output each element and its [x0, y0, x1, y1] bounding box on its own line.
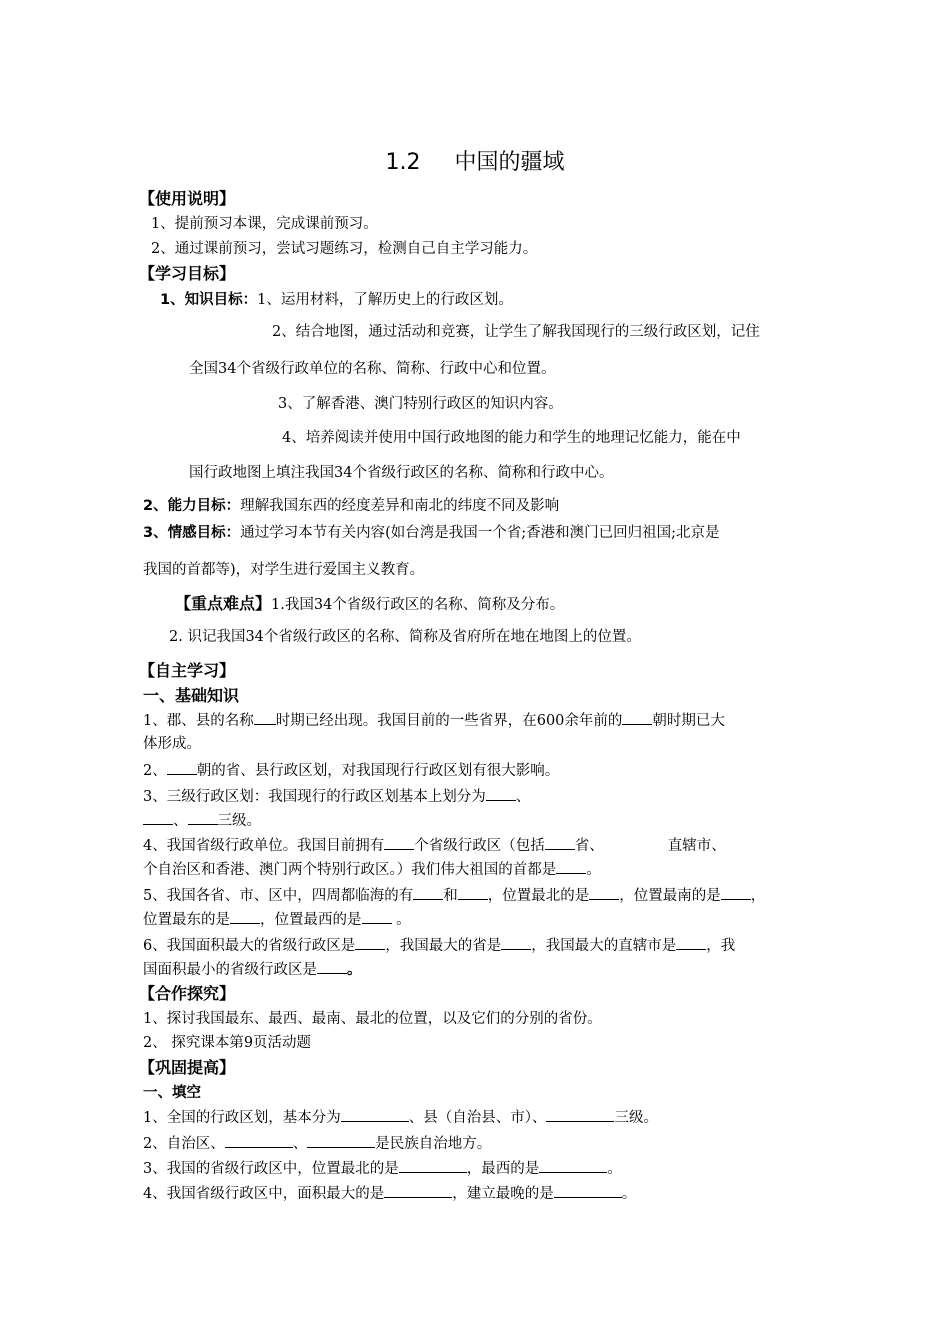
f3-text-a: 3、我国的省级行政区中，位置最北的是: [143, 1161, 399, 1177]
cooperate-item-1: 1、探讨我国最东、最西、最南、最北的位置，以及它们的分别的省份。: [143, 1011, 602, 1027]
f3-text-c: 。: [607, 1161, 622, 1177]
answer-blank[interactable]: [721, 885, 751, 900]
q6-text-c: ，我国最大的直辖市是: [531, 938, 677, 954]
emotion-goal-line-1: [143, 523, 720, 543]
page-title: [0, 148, 950, 178]
fill-question-4: [143, 1183, 636, 1204]
knowledge-goal-label: 1、知识目标：: [160, 292, 258, 308]
emotion-goal-label: 3、情感目标：: [143, 525, 241, 541]
f1-text-a: 1、全国的行政区划，基本分为: [143, 1110, 341, 1126]
q3-text-a: 3、三级行政区划：我国现行的行政区划基本上划分为: [143, 789, 486, 805]
key-point-1: 1.我国34个省级行政区的名称、简称及分布。: [271, 597, 565, 613]
title-number: 1.2: [385, 150, 421, 175]
q5-text-h: 。: [391, 912, 411, 928]
knowledge-goal-line-1: [160, 290, 513, 310]
answer-blank[interactable]: [317, 959, 347, 974]
answer-blank[interactable]: [556, 859, 586, 874]
q5-text-c: ，位置最北的是: [487, 888, 590, 904]
f4-text-b: ，建立最晚的是: [452, 1186, 554, 1202]
q6-text-e: 国面积最小的省级行政区是: [143, 962, 317, 978]
answer-blank[interactable]: [384, 835, 414, 850]
knowledge-goal-1: 1、运用材料，了解历史上的行政区划。: [257, 292, 513, 308]
usage-item-2: 2、通过课前预习，尝试习题练习，检测自己自主学习能力。: [151, 241, 538, 257]
q3-text-c: 、: [173, 813, 188, 829]
f1-text-b: 、县（自治县、市）、: [408, 1110, 547, 1126]
answer-blank[interactable]: [539, 1158, 607, 1173]
question-5-line-1: [143, 885, 765, 906]
q4-text-b: 个省级行政区（包括: [414, 838, 545, 854]
q5-text-f: 位置最东的是: [143, 912, 230, 928]
answer-blank[interactable]: [676, 935, 706, 950]
knowledge-goal-2b: 全国34个省级行政单位的名称、简称、行政中心和位置。: [189, 361, 556, 377]
objectives-heading: 【学习目标】: [139, 264, 236, 283]
cooperate-heading: 【合作探究】: [139, 984, 236, 1003]
answer-blank[interactable]: [589, 885, 619, 900]
q1-text-a: 1、郡、县的名称: [143, 713, 254, 729]
q4-text-e: 个自治区和香港、澳门两个特别行政区。）我们伟大祖国的首都是: [143, 862, 557, 878]
q6-text-f: 。: [347, 961, 362, 978]
q1-text-b: 时期已经出现。我国目前的一些省界，在600余年前的: [275, 713, 623, 729]
q6-text-d: ，我: [706, 938, 736, 954]
answer-blank[interactable]: [384, 1183, 452, 1198]
question-1-line-2: 体形成。: [143, 736, 201, 752]
q4-text-c: 省、: [574, 838, 604, 854]
q4-text-f: 。: [586, 862, 601, 878]
knowledge-goal-4a: 4、培养阅读并使用中国行政地图的能力和学生的地理记忆能力，能在中: [282, 430, 741, 446]
question-3-line-1: [143, 786, 530, 807]
f2-text-c: 是民族自治地方。: [375, 1136, 492, 1152]
fill-question-2: [143, 1133, 491, 1154]
q2-text-b: 朝的省、县行政区划，对我国现行行政区划有很大影响。: [196, 763, 560, 779]
basic-knowledge-heading: 一、基础知识: [143, 686, 240, 705]
self-study-heading: 【自主学习】: [139, 661, 236, 680]
q4-text-d: 直辖市、: [667, 838, 726, 854]
f4-text-a: 4、我国省级行政区中，面积最大的是: [143, 1186, 385, 1202]
answer-blank[interactable]: [355, 935, 385, 950]
ability-goal-label: 2、能力目标：: [143, 498, 241, 514]
key-points-heading: 【重点难点】: [175, 594, 272, 613]
q1-text-c: 朝时期已大: [652, 713, 725, 729]
answer-blank[interactable]: [486, 786, 516, 801]
q3-text-d: 三级。: [217, 813, 261, 829]
question-6-line-1: [143, 935, 735, 956]
f1-text-c: 三级。: [614, 1110, 658, 1126]
q5-text-b: 和: [443, 888, 458, 904]
fill-question-3: [143, 1158, 622, 1179]
key-points-line-1: [175, 594, 564, 615]
q6-text-b: ，我国最大的省是: [385, 938, 502, 954]
q2-text-a: 2、: [143, 763, 167, 779]
cooperate-item-2: 2、 探究课本第9页活动题: [143, 1035, 312, 1051]
answer-blank[interactable]: [546, 1107, 614, 1122]
knowledge-goal-2a: 2、结合地图，通过活动和竞赛，让学生了解我国现行的三级行政区划，记住: [272, 324, 760, 340]
fill-in-heading: 一、填空: [143, 1085, 201, 1101]
f2-text-a: 2、自治区、: [143, 1136, 225, 1152]
ability-goal-text: 理解我国东西的经度差异和南北的纬度不同及影响: [240, 498, 560, 514]
answer-blank[interactable]: [545, 835, 575, 850]
question-4-line-2: [143, 859, 601, 880]
ability-goal: [143, 496, 559, 516]
question-2: [143, 760, 559, 781]
fill-question-1: [143, 1107, 658, 1128]
q5-text-e: ，: [750, 888, 766, 904]
answer-blank[interactable]: [341, 1107, 409, 1122]
emotion-goal-text-a: 通过学习本节有关内容(如台湾是我国一个省;香港和澳门已回归祖国;北京是: [240, 525, 720, 541]
answer-blank[interactable]: [413, 885, 443, 900]
emotion-goal-line-2: 我国的首都等)，对学生进行爱国主义教育。: [143, 562, 425, 578]
answer-blank[interactable]: [307, 1133, 375, 1148]
f4-text-c: 。: [621, 1186, 637, 1202]
answer-blank[interactable]: [458, 885, 488, 900]
f3-text-b: ，最西的是: [466, 1161, 540, 1177]
answer-blank[interactable]: [143, 810, 173, 825]
q4-text-a: 4、我国省级行政单位。我国目前拥有: [143, 838, 385, 854]
q3-text-b: 、: [515, 789, 531, 805]
answer-blank[interactable]: [230, 909, 260, 924]
answer-blank[interactable]: [622, 710, 652, 725]
answer-blank[interactable]: [254, 710, 276, 725]
question-1-line-1: [143, 710, 725, 731]
q6-text-a: 6、我国面积最大的省级行政区是: [143, 938, 356, 954]
knowledge-goal-3: 3、了解香港、澳门特别行政区的知识内容。: [278, 396, 563, 412]
answer-blank[interactable]: [188, 810, 218, 825]
answer-blank[interactable]: [225, 1133, 293, 1148]
usage-item-1: 1、提前预习本课，完成课前预习。: [151, 216, 378, 232]
question-3-line-2: [143, 810, 261, 831]
consolidate-heading: 【巩固提高】: [139, 1058, 236, 1077]
q5-text-a: 5、我国各省、市、区中，四周都临海的有: [143, 888, 414, 904]
q5-text-d: ，位置最南的是: [619, 888, 721, 904]
key-point-2: 2. 识记我国34个省级行政区的名称、简称及省府所在地在地图上的位置。: [169, 629, 641, 645]
q5-text-g: ，位置最西的是: [260, 912, 362, 928]
question-6-line-2: [143, 959, 362, 980]
knowledge-goal-4b: 国行政地图上填注我国34个省级行政区的名称、简称和行政中心。: [189, 465, 614, 481]
answer-blank[interactable]: [501, 935, 531, 950]
usage-heading: 【使用说明】: [139, 189, 236, 208]
answer-blank[interactable]: [399, 1158, 467, 1173]
answer-blank[interactable]: [167, 760, 197, 775]
title-text: 中国的疆域: [454, 150, 565, 175]
question-4-line-1: [143, 835, 726, 856]
question-5-line-2: [143, 909, 411, 930]
answer-blank[interactable]: [362, 909, 392, 924]
f2-text-b: 、: [292, 1136, 308, 1152]
answer-blank[interactable]: [554, 1183, 622, 1198]
